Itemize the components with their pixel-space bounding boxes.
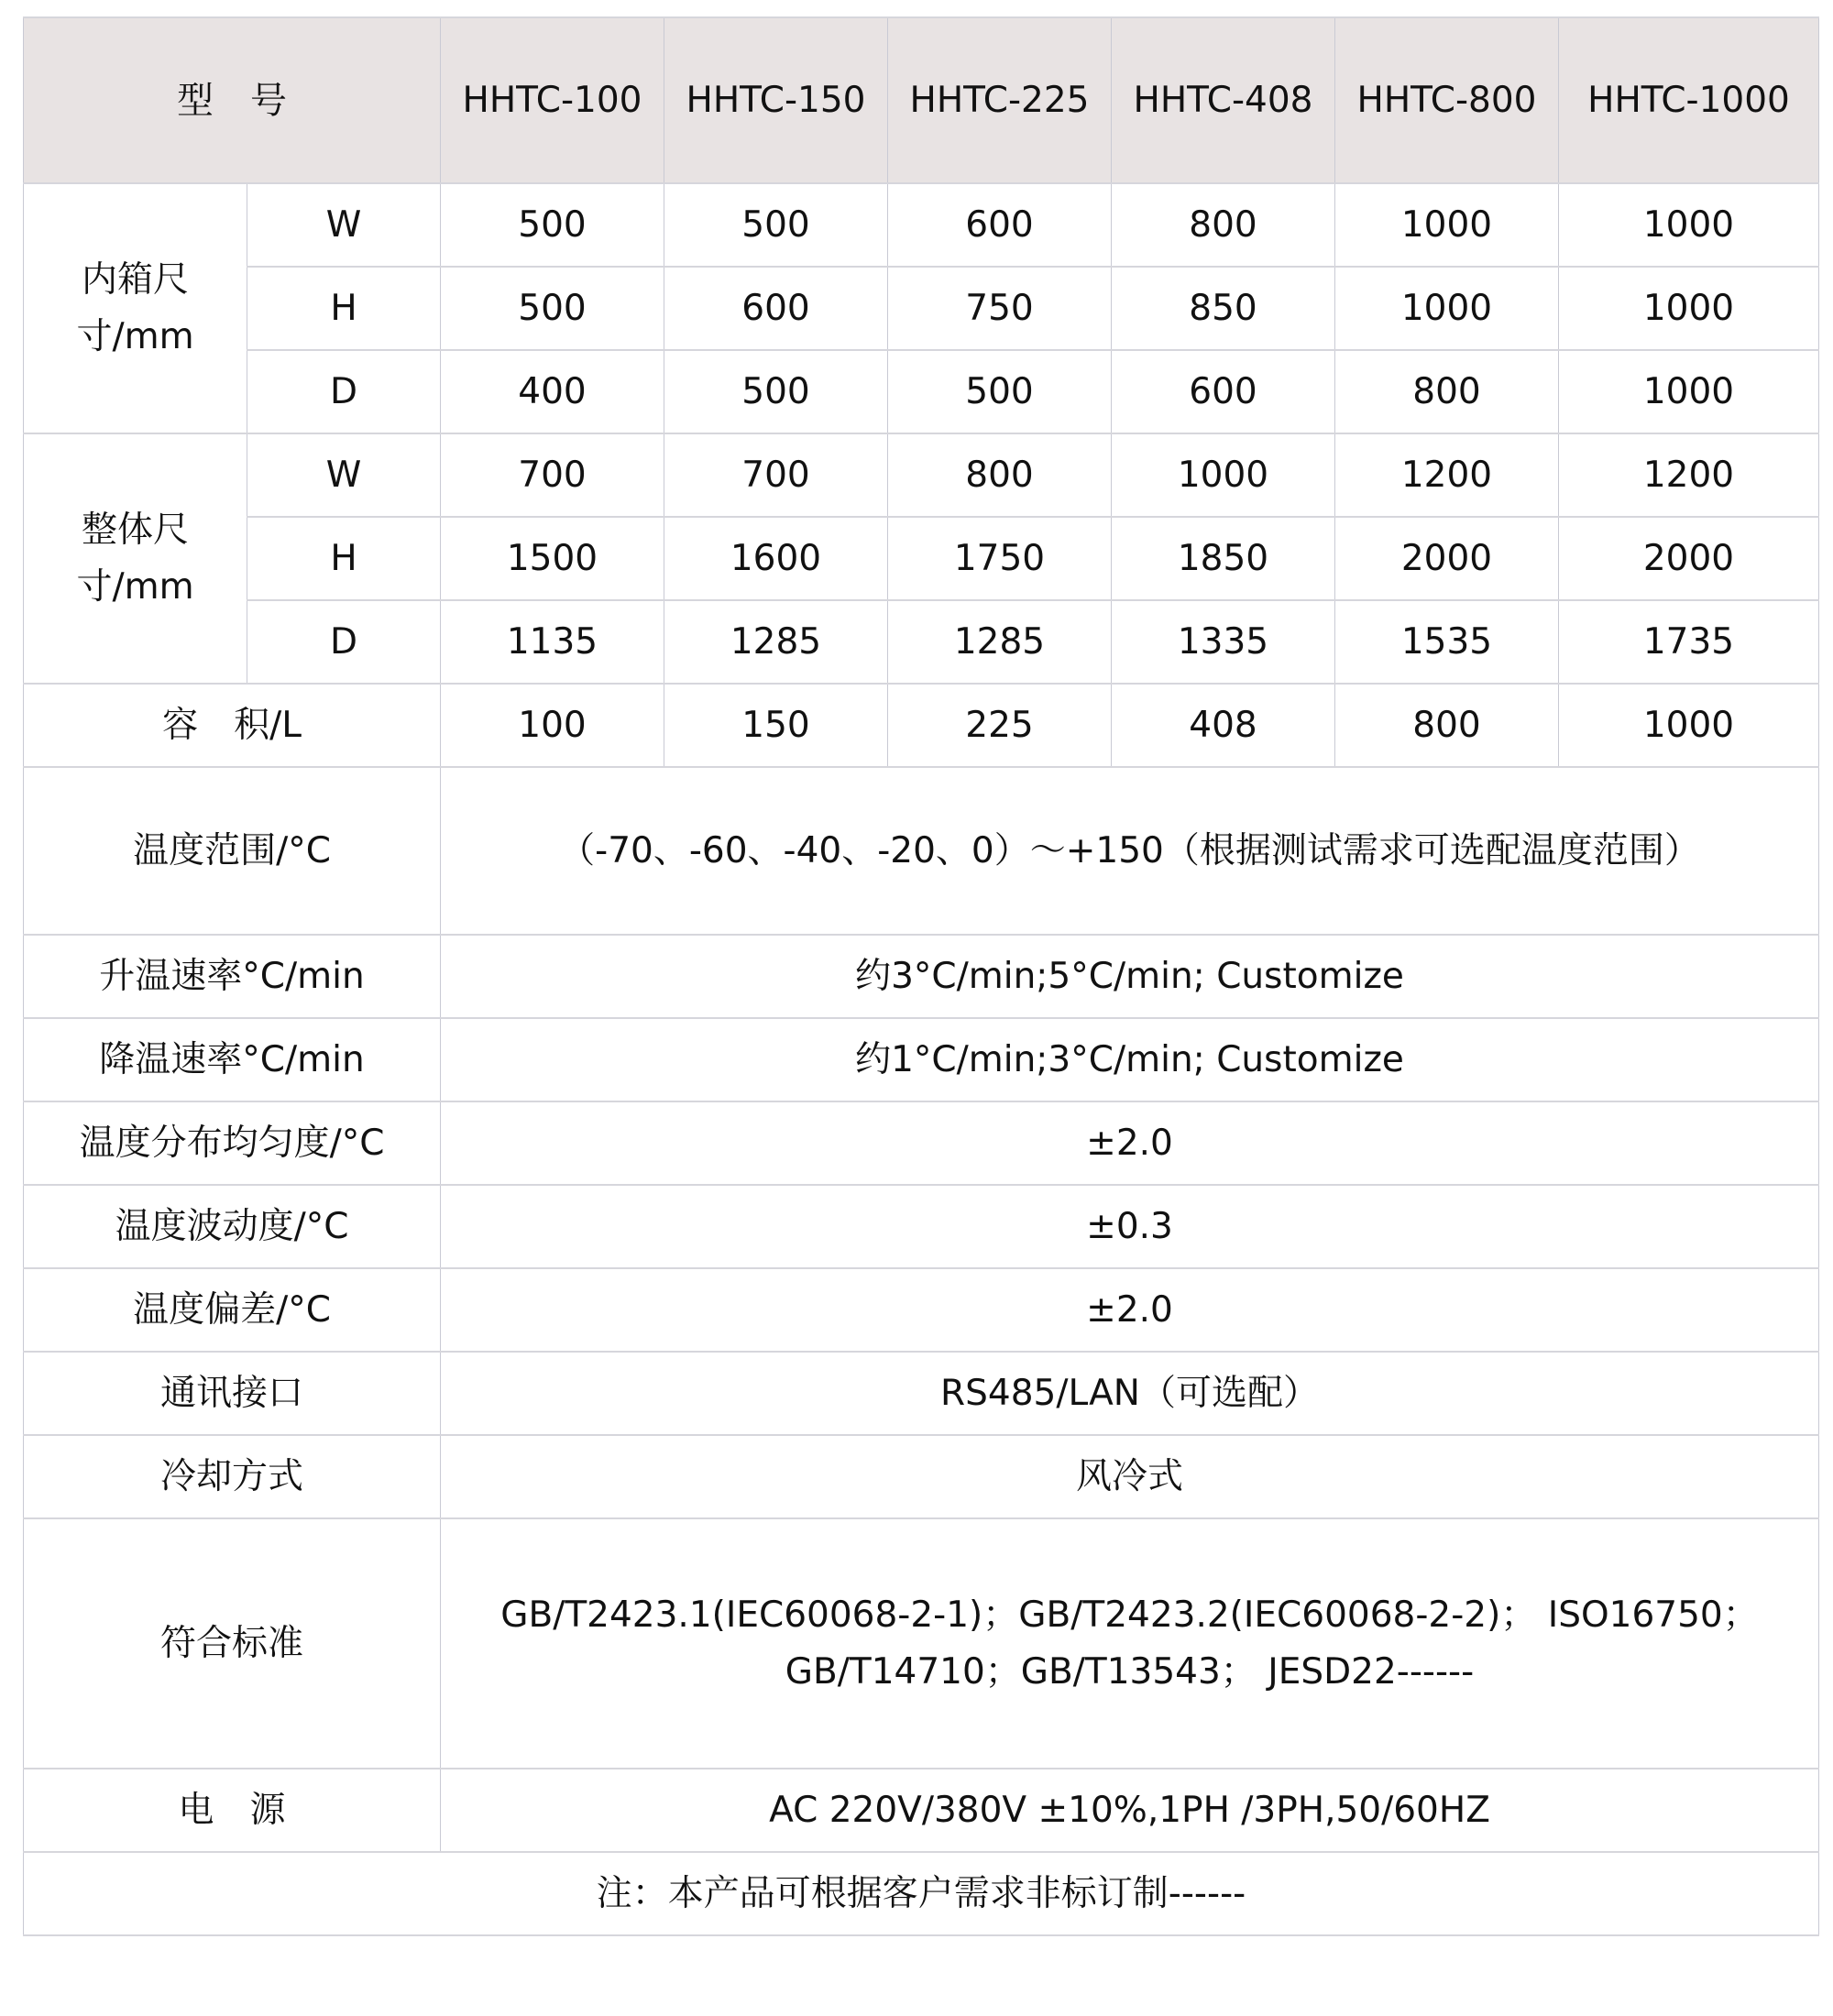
volume-row bbox=[24, 684, 1819, 767]
note-row bbox=[24, 1852, 1819, 1935]
spec-value: ±2.0 bbox=[441, 1101, 1819, 1185]
table-cell: 1000 bbox=[1559, 183, 1819, 267]
table-cell: 600 bbox=[664, 267, 888, 350]
inner-size-label: 内箱尺寸/mm bbox=[24, 183, 247, 433]
table-cell: 1735 bbox=[1559, 600, 1819, 684]
table-cell: 1000 bbox=[1335, 183, 1559, 267]
table-cell: 500 bbox=[441, 267, 664, 350]
table-cell: 2000 bbox=[1335, 517, 1559, 600]
spec-value: 约3°C/min;5°C/min; Customize bbox=[441, 935, 1819, 1018]
overall-size-label: 整体尺寸/mm bbox=[24, 433, 247, 684]
spec-row-temperature-range bbox=[24, 767, 1819, 935]
table-cell: 1285 bbox=[888, 600, 1112, 684]
spec-value: ±2.0 bbox=[441, 1268, 1819, 1352]
model-header: HHTC-100 bbox=[441, 17, 664, 183]
table-cell: 1000 bbox=[1335, 267, 1559, 350]
spec-value: AC 220V/380V ±10%,1PH /3PH,50/60HZ bbox=[441, 1769, 1819, 1852]
table-cell: 400 bbox=[441, 350, 664, 433]
model-header: HHTC-225 bbox=[888, 17, 1112, 183]
spec-row-cooling-rate bbox=[24, 1018, 1819, 1101]
spec-row-fluctuation bbox=[24, 1185, 1819, 1268]
dim-label: H bbox=[247, 267, 441, 350]
table-row bbox=[24, 600, 1819, 684]
spec-value: GB/T2423.1(IEC60068-2-1)；GB/T2423.2(IEC60068-2-2)； ISO16750；GB/T14710；GB/T13543； JESD22------ bbox=[441, 1518, 1819, 1769]
table-cell: 1600 bbox=[664, 517, 888, 600]
spec-label: 电 源 bbox=[24, 1769, 441, 1852]
spec-label: 温度分布均匀度/°C bbox=[24, 1101, 441, 1185]
model-label: 型 号 bbox=[24, 17, 441, 183]
spec-label: 温度波动度/°C bbox=[24, 1185, 441, 1268]
spec-row-cooling-method bbox=[24, 1435, 1819, 1518]
table-cell: 2000 bbox=[1559, 517, 1819, 600]
table-cell: 225 bbox=[888, 684, 1112, 767]
table-cell: 700 bbox=[441, 433, 664, 517]
spec-label: 冷却方式 bbox=[24, 1435, 441, 1518]
table-cell: 500 bbox=[888, 350, 1112, 433]
model-header: HHTC-800 bbox=[1335, 17, 1559, 183]
table-cell: 1000 bbox=[1112, 433, 1335, 517]
table-cell: 500 bbox=[441, 183, 664, 267]
table-cell: 600 bbox=[1112, 350, 1335, 433]
spec-value: 约1°C/min;3°C/min; Customize bbox=[441, 1018, 1819, 1101]
table-cell: 800 bbox=[1335, 350, 1559, 433]
table-cell: 1850 bbox=[1112, 517, 1335, 600]
table-cell: 1535 bbox=[1335, 600, 1559, 684]
table-cell: 100 bbox=[441, 684, 664, 767]
dim-label: H bbox=[247, 517, 441, 600]
spec-row-heating-rate bbox=[24, 935, 1819, 1018]
spec-value: （-70、-60、-40、-20、0）～+150（根据测试需求可选配温度范围） bbox=[441, 767, 1819, 935]
spec-label: 通讯接口 bbox=[24, 1352, 441, 1435]
table-cell: 750 bbox=[888, 267, 1112, 350]
dim-label: D bbox=[247, 350, 441, 433]
note-text: 注：本产品可根据客户需求非标订制------ bbox=[24, 1852, 1819, 1935]
table-cell: 500 bbox=[664, 183, 888, 267]
spec-label: 升温速率°C/min bbox=[24, 935, 441, 1018]
spec-row-power bbox=[24, 1769, 1819, 1852]
spec-label: 符合标准 bbox=[24, 1518, 441, 1769]
model-header: HHTC-150 bbox=[664, 17, 888, 183]
table-row bbox=[24, 517, 1819, 600]
table-cell: 800 bbox=[1112, 183, 1335, 267]
table-cell: 1000 bbox=[1559, 350, 1819, 433]
spec-label: 温度范围/°C bbox=[24, 767, 441, 935]
spec-value: RS485/LAN（可选配） bbox=[441, 1352, 1819, 1435]
table-cell: 1335 bbox=[1112, 600, 1335, 684]
spec-label: 降温速率°C/min bbox=[24, 1018, 441, 1101]
table-cell: 408 bbox=[1112, 684, 1335, 767]
table-cell: 1285 bbox=[664, 600, 888, 684]
table-cell: 500 bbox=[664, 350, 888, 433]
model-header: HHTC-1000 bbox=[1559, 17, 1819, 183]
spec-table bbox=[23, 16, 1819, 1936]
table-cell: 150 bbox=[664, 684, 888, 767]
spec-value: 风冷式 bbox=[441, 1435, 1819, 1518]
spec-label: 温度偏差/°C bbox=[24, 1268, 441, 1352]
table-cell: 1750 bbox=[888, 517, 1112, 600]
spec-row-interface bbox=[24, 1352, 1819, 1435]
table-cell: 1200 bbox=[1335, 433, 1559, 517]
model-header: HHTC-408 bbox=[1112, 17, 1335, 183]
table-cell: 800 bbox=[888, 433, 1112, 517]
table-cell: 700 bbox=[664, 433, 888, 517]
table-row bbox=[24, 433, 1819, 517]
spec-row-deviation bbox=[24, 1268, 1819, 1352]
table-cell: 800 bbox=[1335, 684, 1559, 767]
table-cell: 1000 bbox=[1559, 684, 1819, 767]
spec-row-uniformity bbox=[24, 1101, 1819, 1185]
table-cell: 1500 bbox=[441, 517, 664, 600]
table-row bbox=[24, 183, 1819, 267]
table-cell: 850 bbox=[1112, 267, 1335, 350]
spec-row-standards bbox=[24, 1518, 1819, 1769]
table-row bbox=[24, 267, 1819, 350]
table-cell: 1135 bbox=[441, 600, 664, 684]
spec-value: ±0.3 bbox=[441, 1185, 1819, 1268]
table-cell: 1200 bbox=[1559, 433, 1819, 517]
volume-label: 容 积/L bbox=[24, 684, 441, 767]
table-cell: 600 bbox=[888, 183, 1112, 267]
table-row bbox=[24, 350, 1819, 433]
dim-label: W bbox=[247, 183, 441, 267]
dim-label: D bbox=[247, 600, 441, 684]
table-cell: 1000 bbox=[1559, 267, 1819, 350]
header-row bbox=[24, 17, 1819, 183]
dim-label: W bbox=[247, 433, 441, 517]
